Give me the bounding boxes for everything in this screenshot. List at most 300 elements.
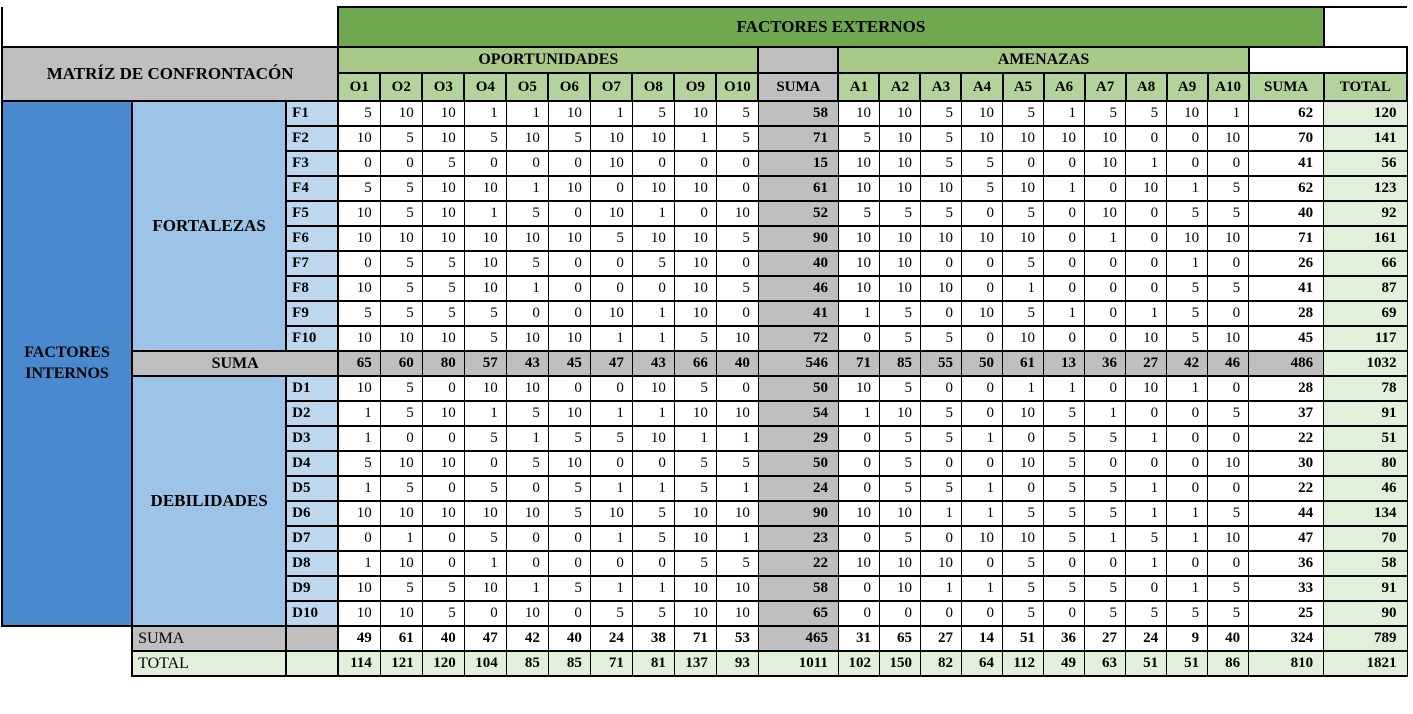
cell-f5-o3: 10: [422, 201, 464, 226]
suma-weaknesses-a10: 40: [1208, 626, 1249, 651]
cell-d4-o7: 0: [590, 451, 632, 476]
cell-d8-o3: 0: [422, 551, 464, 576]
cell-d4-a6: 5: [1044, 451, 1085, 476]
cell-f9-o7: 10: [590, 301, 632, 326]
cell-f1-o1: 5: [338, 101, 380, 126]
suma-strengths-o8: 43: [632, 351, 674, 376]
cell-d4-o1: 5: [338, 451, 380, 476]
cell-f6-o5: 10: [506, 226, 548, 251]
cell-f3-a5: 0: [1003, 151, 1044, 176]
cell-f1-o3: 10: [422, 101, 464, 126]
strengths-header: FORTALEZAS: [132, 101, 286, 351]
cell-d3-o7: 5: [590, 426, 632, 451]
cell-f2-a9: 0: [1167, 126, 1208, 151]
cell-f3-suma-a: 41: [1249, 151, 1324, 176]
cell-d7-o6: 0: [548, 526, 590, 551]
suma-strengths-a3: 55: [920, 351, 961, 376]
bottom-left-blank: [2, 626, 132, 676]
cell-d5-total: 46: [1324, 476, 1407, 501]
cell-d5-a3: 5: [920, 476, 961, 501]
cell-f4-o4: 10: [464, 176, 506, 201]
cell-d1-a7: 0: [1085, 376, 1126, 401]
cell-f1-a1: 10: [838, 101, 879, 126]
cell-d10-a10: 5: [1208, 601, 1249, 626]
total-a1: 102: [838, 651, 879, 676]
cell-d8-total: 58: [1324, 551, 1407, 576]
cell-d8-a8: 1: [1126, 551, 1167, 576]
total-o7: 71: [590, 651, 632, 676]
cell-f10-a8: 10: [1126, 326, 1167, 351]
cell-d2-total: 91: [1324, 401, 1407, 426]
col-header-o10: O10: [716, 73, 758, 101]
col-header-a2: A2: [879, 73, 920, 101]
suma-weaknesses-suma-a: 324: [1249, 626, 1324, 651]
cell-d8-a2: 10: [879, 551, 920, 576]
cell-d7-a9: 1: [1167, 526, 1208, 551]
cell-f8-a3: 10: [920, 276, 961, 301]
cell-d10-a5: 5: [1003, 601, 1044, 626]
cell-f4-o6: 10: [548, 176, 590, 201]
cell-d9-o2: 5: [380, 576, 422, 601]
cell-f1-total: 120: [1324, 101, 1407, 126]
col-header-o9: O9: [674, 73, 716, 101]
cell-f4-a6: 1: [1044, 176, 1085, 201]
cell-f5-o4: 1: [464, 201, 506, 226]
suma-strengths-o9: 66: [674, 351, 716, 376]
suma-weaknesses-o4: 47: [464, 626, 506, 651]
suma-weaknesses-o3: 40: [422, 626, 464, 651]
col-header-o4: O4: [464, 73, 506, 101]
cell-d3-o10: 1: [716, 426, 758, 451]
cell-d3-total: 51: [1324, 426, 1407, 451]
suma-strengths-o7: 47: [590, 351, 632, 376]
suma-strengths-o3: 80: [422, 351, 464, 376]
cell-d8-o4: 1: [464, 551, 506, 576]
suma-weaknesses-a6: 36: [1044, 626, 1085, 651]
suma-strengths-a7: 36: [1085, 351, 1126, 376]
cell-f5-a6: 0: [1044, 201, 1085, 226]
cell-f9-a1: 1: [838, 301, 879, 326]
cell-d1-a3: 0: [920, 376, 961, 401]
cell-f3-o3: 5: [422, 151, 464, 176]
cell-f10-o3: 10: [422, 326, 464, 351]
cell-d10-a2: 0: [879, 601, 920, 626]
total-a6: 49: [1044, 651, 1085, 676]
suma-weaknesses-o5: 42: [506, 626, 548, 651]
cell-f8-a7: 0: [1085, 276, 1126, 301]
row-label-d4: D4: [286, 451, 338, 476]
cell-d7-a4: 10: [961, 526, 1002, 551]
suma-strengths-o6: 45: [548, 351, 590, 376]
cell-f10-o5: 10: [506, 326, 548, 351]
suma-strengths-a8: 27: [1126, 351, 1167, 376]
cell-f10-o7: 1: [590, 326, 632, 351]
row-label-f3: F3: [286, 151, 338, 176]
suma-strengths-a5: 61: [1003, 351, 1044, 376]
cell-f1-a6: 1: [1044, 101, 1085, 126]
cell-d3-o1: 1: [338, 426, 380, 451]
cell-d1-a4: 0: [961, 376, 1002, 401]
cell-f4-o5: 1: [506, 176, 548, 201]
row-label-d2: D2: [286, 401, 338, 426]
cell-f7-a2: 10: [879, 251, 920, 276]
cell-d4-o4: 0: [464, 451, 506, 476]
cell-f10-o9: 5: [674, 326, 716, 351]
row-label-f2: F2: [286, 126, 338, 151]
suma-strengths-a10: 46: [1208, 351, 1249, 376]
cell-d1-o5: 10: [506, 376, 548, 401]
suma-strengths-o5: 43: [506, 351, 548, 376]
cell-d6-a9: 1: [1167, 501, 1208, 526]
cell-f1-o2: 10: [380, 101, 422, 126]
cell-f5-o5: 5: [506, 201, 548, 226]
cell-d1-o7: 0: [590, 376, 632, 401]
total-a7: 63: [1085, 651, 1126, 676]
cell-f6-suma-a: 71: [1249, 226, 1324, 251]
cell-d4-a8: 0: [1126, 451, 1167, 476]
cell-d2-o3: 10: [422, 401, 464, 426]
cell-d1-o2: 5: [380, 376, 422, 401]
cell-d10-a9: 5: [1167, 601, 1208, 626]
cell-d2-a5: 10: [1003, 401, 1044, 426]
cell-d3-o9: 1: [674, 426, 716, 451]
cell-d2-o7: 1: [590, 401, 632, 426]
cell-d5-o6: 5: [548, 476, 590, 501]
cell-f9-a5: 5: [1003, 301, 1044, 326]
cell-f9-a8: 1: [1126, 301, 1167, 326]
cell-f4-o1: 5: [338, 176, 380, 201]
cell-d3-o4: 5: [464, 426, 506, 451]
suma-strengths-a6: 13: [1044, 351, 1085, 376]
top-right-blank: [1324, 7, 1407, 47]
cell-d9-a4: 1: [961, 576, 1002, 601]
cell-d8-o6: 0: [548, 551, 590, 576]
cell-d4-o9: 5: [674, 451, 716, 476]
cell-f2-o8: 10: [632, 126, 674, 151]
cell-f5-a8: 0: [1126, 201, 1167, 226]
cell-f7-total: 66: [1324, 251, 1407, 276]
cell-d10-a3: 0: [920, 601, 961, 626]
cell-f1-a4: 10: [961, 101, 1002, 126]
cell-d7-a2: 5: [879, 526, 920, 551]
cell-f9-o2: 5: [380, 301, 422, 326]
cell-f7-a3: 0: [920, 251, 961, 276]
cell-d6-a2: 10: [879, 501, 920, 526]
cell-f1-a9: 10: [1167, 101, 1208, 126]
row-label-d6: D6: [286, 501, 338, 526]
cell-f4-o2: 5: [380, 176, 422, 201]
cell-f8-a10: 5: [1208, 276, 1249, 301]
cell-d1-o3: 0: [422, 376, 464, 401]
cell-d5-a7: 5: [1085, 476, 1126, 501]
cell-d7-suma-a: 47: [1249, 526, 1324, 551]
suma-weaknesses-total: 789: [1324, 626, 1407, 651]
col-header-a7: A7: [1085, 73, 1126, 101]
cell-d6-o6: 5: [548, 501, 590, 526]
row-label-f4: F4: [286, 176, 338, 201]
cell-d6-o3: 10: [422, 501, 464, 526]
suma-weaknesses-o6: 40: [548, 626, 590, 651]
cell-d8-o8: 0: [632, 551, 674, 576]
cell-f10-o10: 10: [716, 326, 758, 351]
cell-d1-o6: 0: [548, 376, 590, 401]
cell-d10-suma-a: 25: [1249, 601, 1324, 626]
col-header-a3: A3: [920, 73, 961, 101]
cell-d8-o1: 1: [338, 551, 380, 576]
cell-d6-a1: 10: [838, 501, 879, 526]
cell-f2-o10: 5: [716, 126, 758, 151]
cell-d5-a8: 1: [1126, 476, 1167, 501]
cell-f9-a2: 5: [879, 301, 920, 326]
cell-d7-o2: 1: [380, 526, 422, 551]
suma-weaknesses-a4: 14: [961, 626, 1002, 651]
cell-d5-o2: 5: [380, 476, 422, 501]
cell-d6-o8: 5: [632, 501, 674, 526]
cell-d4-o6: 10: [548, 451, 590, 476]
cell-d8-a3: 10: [920, 551, 961, 576]
cell-f8-a9: 5: [1167, 276, 1208, 301]
row-label-f10: F10: [286, 326, 338, 351]
cell-f7-a1: 10: [838, 251, 879, 276]
cell-d1-a5: 1: [1003, 376, 1044, 401]
cell-d6-a3: 1: [920, 501, 961, 526]
cell-d4-o3: 10: [422, 451, 464, 476]
cell-d10-o8: 5: [632, 601, 674, 626]
col-header-o6: O6: [548, 73, 590, 101]
cell-f6-a1: 10: [838, 226, 879, 251]
cell-d9-a2: 10: [879, 576, 920, 601]
cell-f2-total: 141: [1324, 126, 1407, 151]
cell-f3-o5: 0: [506, 151, 548, 176]
cell-d2-o5: 5: [506, 401, 548, 426]
cell-f10-a6: 0: [1044, 326, 1085, 351]
cell-f3-a3: 5: [920, 151, 961, 176]
cell-f3-a9: 0: [1167, 151, 1208, 176]
cell-f6-o8: 10: [632, 226, 674, 251]
cell-d2-a3: 5: [920, 401, 961, 426]
total-suma-a: 810: [1249, 651, 1324, 676]
cell-f6-o2: 10: [380, 226, 422, 251]
cell-d4-o8: 0: [632, 451, 674, 476]
cell-d7-a3: 0: [920, 526, 961, 551]
cell-f6-total: 161: [1324, 226, 1407, 251]
cell-f10-o2: 10: [380, 326, 422, 351]
cell-f9-a10: 0: [1208, 301, 1249, 326]
cell-d8-suma-o: 22: [758, 551, 838, 576]
weakness-row-d1: [2, 376, 1407, 401]
cell-f5-o1: 10: [338, 201, 380, 226]
cell-d8-a10: 0: [1208, 551, 1249, 576]
cell-d6-o4: 10: [464, 501, 506, 526]
cell-f1-suma-o: 58: [758, 101, 838, 126]
suma-weaknesses-a3: 27: [920, 626, 961, 651]
weaknesses-header: DEBILIDADES: [132, 376, 286, 626]
cell-f2-o6: 5: [548, 126, 590, 151]
cell-f7-o10: 0: [716, 251, 758, 276]
cell-f1-a7: 5: [1085, 101, 1126, 126]
col-header-o7: O7: [590, 73, 632, 101]
cell-f7-o1: 0: [338, 251, 380, 276]
cell-d10-a7: 5: [1085, 601, 1126, 626]
cell-d5-o3: 0: [422, 476, 464, 501]
suma-strengths-a1: 71: [838, 351, 879, 376]
cell-d4-o5: 5: [506, 451, 548, 476]
suma-strengths-o2: 60: [380, 351, 422, 376]
row-label-d7: D7: [286, 526, 338, 551]
cell-d2-a1: 1: [838, 401, 879, 426]
cell-d9-o6: 5: [548, 576, 590, 601]
row-label-d8: D8: [286, 551, 338, 576]
cell-d5-o10: 1: [716, 476, 758, 501]
cell-d1-a6: 1: [1044, 376, 1085, 401]
cell-f2-a1: 5: [838, 126, 879, 151]
col-header-o2: O2: [380, 73, 422, 101]
suma-weaknesses-o7: 24: [590, 626, 632, 651]
cell-f6-a5: 10: [1003, 226, 1044, 251]
cell-d7-a10: 10: [1208, 526, 1249, 551]
cell-d5-a4: 1: [961, 476, 1002, 501]
suma-weaknesses-suma-o: 465: [758, 626, 838, 651]
cell-d5-a9: 0: [1167, 476, 1208, 501]
cell-d1-a1: 10: [838, 376, 879, 401]
cell-d8-a9: 0: [1167, 551, 1208, 576]
cell-f2-o3: 10: [422, 126, 464, 151]
group-header-blank: [1249, 47, 1407, 73]
cell-d9-o5: 1: [506, 576, 548, 601]
cell-f2-o1: 10: [338, 126, 380, 151]
cell-f5-o7: 10: [590, 201, 632, 226]
cell-f7-a8: 0: [1126, 251, 1167, 276]
confrontation-matrix: [1, 6, 1408, 677]
cell-f1-o8: 5: [632, 101, 674, 126]
cell-f4-total: 123: [1324, 176, 1407, 201]
cell-f7-o7: 0: [590, 251, 632, 276]
cell-f5-a5: 5: [1003, 201, 1044, 226]
suma-strengths-suma-a: 486: [1249, 351, 1324, 376]
cell-d8-a4: 0: [961, 551, 1002, 576]
cell-f3-o6: 0: [548, 151, 590, 176]
cell-f6-a4: 10: [961, 226, 1002, 251]
cell-f3-o2: 0: [380, 151, 422, 176]
total-o4: 104: [464, 651, 506, 676]
cell-f5-o10: 10: [716, 201, 758, 226]
cell-f1-suma-a: 62: [1249, 101, 1324, 126]
cell-d5-o9: 5: [674, 476, 716, 501]
cell-f4-a5: 10: [1003, 176, 1044, 201]
cell-d6-total: 134: [1324, 501, 1407, 526]
cell-d3-o3: 0: [422, 426, 464, 451]
cell-f5-o8: 1: [632, 201, 674, 226]
cell-d6-a7: 5: [1085, 501, 1126, 526]
cell-f3-o8: 0: [632, 151, 674, 176]
suma-weaknesses-o10: 53: [716, 626, 758, 651]
cell-f9-o9: 10: [674, 301, 716, 326]
cell-d1-a2: 5: [879, 376, 920, 401]
cell-d10-o7: 5: [590, 601, 632, 626]
col-header-suma-o: SUMA: [758, 73, 838, 101]
cell-f9-total: 69: [1324, 301, 1407, 326]
cell-d2-suma-a: 37: [1249, 401, 1324, 426]
cell-d4-a3: 0: [920, 451, 961, 476]
row-label-f7: F7: [286, 251, 338, 276]
cell-f9-o5: 0: [506, 301, 548, 326]
cell-d3-a3: 5: [920, 426, 961, 451]
suma-weaknesses-o1: 49: [338, 626, 380, 651]
cell-f8-a8: 0: [1126, 276, 1167, 301]
total-label: TOTAL: [132, 651, 286, 676]
col-header-a9: A9: [1167, 73, 1208, 101]
cell-d1-suma-o: 50: [758, 376, 838, 401]
cell-f2-a10: 10: [1208, 126, 1249, 151]
cell-d4-a2: 5: [879, 451, 920, 476]
cell-d4-suma-o: 50: [758, 451, 838, 476]
row-label-f6: F6: [286, 226, 338, 251]
cell-d5-a2: 5: [879, 476, 920, 501]
total-a4: 64: [961, 651, 1002, 676]
cell-f9-a9: 5: [1167, 301, 1208, 326]
cell-d1-o8: 10: [632, 376, 674, 401]
cell-f4-a1: 10: [838, 176, 879, 201]
cell-d10-o6: 0: [548, 601, 590, 626]
cell-d9-o8: 1: [632, 576, 674, 601]
row-label-f9: F9: [286, 301, 338, 326]
cell-d1-o1: 10: [338, 376, 380, 401]
cell-d5-o5: 0: [506, 476, 548, 501]
cell-f2-suma-a: 70: [1249, 126, 1324, 151]
cell-d9-o9: 10: [674, 576, 716, 601]
cell-d4-total: 80: [1324, 451, 1407, 476]
cell-f5-o2: 5: [380, 201, 422, 226]
cell-f5-a4: 0: [961, 201, 1002, 226]
cell-f2-a3: 5: [920, 126, 961, 151]
cell-f3-o10: 0: [716, 151, 758, 176]
cell-f1-a3: 5: [920, 101, 961, 126]
cell-d6-suma-o: 90: [758, 501, 838, 526]
cell-f10-o1: 10: [338, 326, 380, 351]
cell-d9-suma-a: 33: [1249, 576, 1324, 601]
cell-d1-o9: 5: [674, 376, 716, 401]
suma-weaknesses-o9: 71: [674, 626, 716, 651]
suma-weaknesses-a8: 24: [1126, 626, 1167, 651]
suma-weaknesses-a7: 27: [1085, 626, 1126, 651]
cell-d10-a6: 0: [1044, 601, 1085, 626]
cell-f2-suma-o: 71: [758, 126, 838, 151]
cell-f1-a5: 5: [1003, 101, 1044, 126]
cell-d9-o1: 10: [338, 576, 380, 601]
col-header-o3: O3: [422, 73, 464, 101]
cell-f8-o6: 0: [548, 276, 590, 301]
cell-f9-o6: 0: [548, 301, 590, 326]
total-o5: 85: [506, 651, 548, 676]
cell-d7-a6: 5: [1044, 526, 1085, 551]
cell-d5-suma-a: 22: [1249, 476, 1324, 501]
cell-f5-a10: 5: [1208, 201, 1249, 226]
cell-f4-o9: 10: [674, 176, 716, 201]
cell-d2-o4: 1: [464, 401, 506, 426]
cell-d6-o2: 10: [380, 501, 422, 526]
cell-f6-o7: 5: [590, 226, 632, 251]
cell-d6-o7: 10: [590, 501, 632, 526]
cell-d9-a10: 5: [1208, 576, 1249, 601]
cell-f3-a4: 5: [961, 151, 1002, 176]
col-header-o8: O8: [632, 73, 674, 101]
total-o9: 137: [674, 651, 716, 676]
cell-f7-a10: 0: [1208, 251, 1249, 276]
cell-d6-o10: 10: [716, 501, 758, 526]
suma-weaknesses-label: SUMA: [132, 626, 286, 651]
cell-f10-a3: 5: [920, 326, 961, 351]
cell-f8-suma-o: 46: [758, 276, 838, 301]
